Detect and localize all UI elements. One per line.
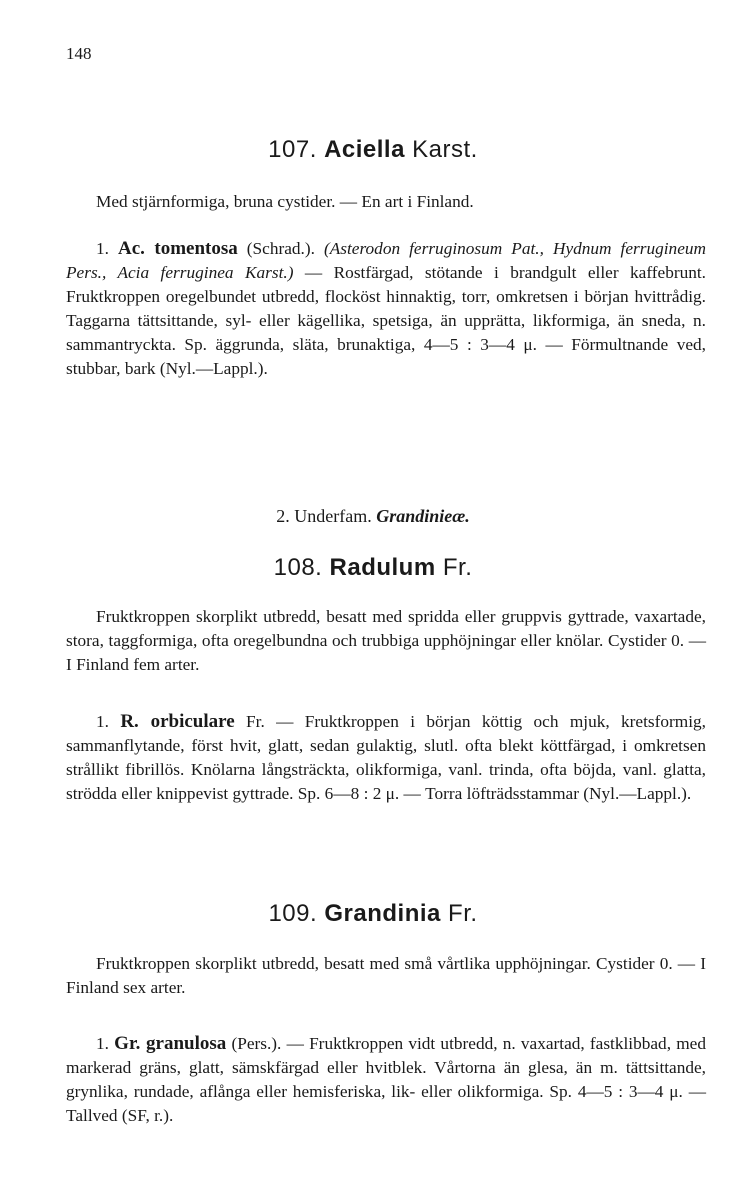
genus-heading-radulum (0, 554, 746, 582)
species-author: (Pers.). (231, 1034, 282, 1053)
intro-text: Fruktkroppen skorplikt utbredd, besatt med spridda eller gruppvis gyttrade, vaxartade, stora, taggformiga, ofta oregelbundna och trubbiga upphöjningar eller knölar. Cystider 0. — I Finland fem arter. (66, 607, 706, 674)
species-author: Fr. (246, 712, 265, 731)
genus-name: Grandinia (324, 900, 441, 927)
genus-intro-aciella (66, 190, 706, 214)
species-number: 1. (96, 1034, 109, 1053)
subfamily-name: Grandinieæ. (376, 506, 470, 526)
genus-heading-grandinia (0, 900, 746, 928)
genus-author: Fr. (442, 554, 473, 581)
subfamily-heading (0, 506, 746, 527)
species-name: R. orbiculare (120, 711, 235, 732)
species-entry-tomentosa (66, 237, 706, 380)
species-text-block (66, 710, 706, 806)
species-author: (Schrad.). (246, 239, 315, 258)
species-description: — Fruktkroppen vidt utbredd, n. vaxartad, fastklibbad, med markerad gräns, glatt, sämskfärgad eller hvitblek. Vårtorna än glesa, än m. tättsittande, grynlika, rundade, aflånga eller hemisferiska, lik- eller olikformiga. Sp. 4—5 : 3—4 μ. — Tallved (SF, r.). (66, 1034, 706, 1125)
intro-text: Fruktkroppen skorplikt utbredd, besatt med små vårtlika upphöjningar. Cystider 0. — I Finland sex arter. (66, 954, 706, 997)
species-number: 1. (96, 712, 109, 731)
intro-text: Med stjärnformiga, bruna cystider. — En art i Finland. (96, 192, 474, 211)
subfamily-number: 2. (276, 506, 290, 526)
species-description: — Fruktkroppen i början köttig och mjuk, kretsformig, sammanflytande, först hvit, glatt, sedan gulaktig, slutl. ofta blekt köttfärgad, i omkretsen strållikt fibrillös. Knölarna långsträckta, olikformiga, vanl. trinda, ofta böjda, vanl. glatta, strödda eller knippevist gyttrade. Sp. 6—8 : 2 μ. — Torra löfträdsstammar (Nyl.—Lappl.). (66, 712, 706, 803)
species-description: — Rostfärgad, stötande i brandgult eller kaffebrunt. Fruktkroppen oregelbundet utbredd, flocköst hinnaktig, torr, omkretsen i början hvittrådig. Taggarna tättsittande, syl- eller kägellika, spetsiga, än upprätta, likformiga, än sneda, n. sammantryckta. Sp. äggrunda, släta, brunaktiga, 4—5 : 3—4 μ. — Förmultnande ved, stubbar, bark (Nyl.—Lappl.). (66, 262, 706, 378)
genus-intro-radulum (66, 605, 706, 677)
page-number: 148 (66, 44, 92, 63)
genus-name: Radulum (329, 554, 436, 581)
species-synonyms: (Asterodon ferruginosum Pat., Hydnum ferrugineum Pers., Acia ferruginea Karst.) (66, 239, 706, 282)
species-name: Ac. tomentosa (118, 238, 238, 259)
subfamily-label: Underfam. (294, 506, 372, 526)
species-entry-granulosa (66, 1032, 706, 1128)
species-number: 1. (96, 239, 109, 258)
genus-name: Aciella (324, 136, 405, 163)
genus-number: 107. (268, 136, 317, 163)
genus-intro-grandinia (66, 952, 706, 1000)
genus-number: 109. (268, 900, 318, 927)
genus-number: 108. (273, 554, 323, 581)
genus-author: Karst. (412, 136, 478, 163)
species-entry-orbiculare (66, 710, 706, 806)
species-text-block (66, 237, 706, 380)
genus-author: Fr. (448, 900, 478, 927)
species-name: Gr. granulosa (114, 1033, 227, 1054)
genus-heading-aciella (0, 136, 746, 164)
species-text-block (66, 1032, 706, 1128)
